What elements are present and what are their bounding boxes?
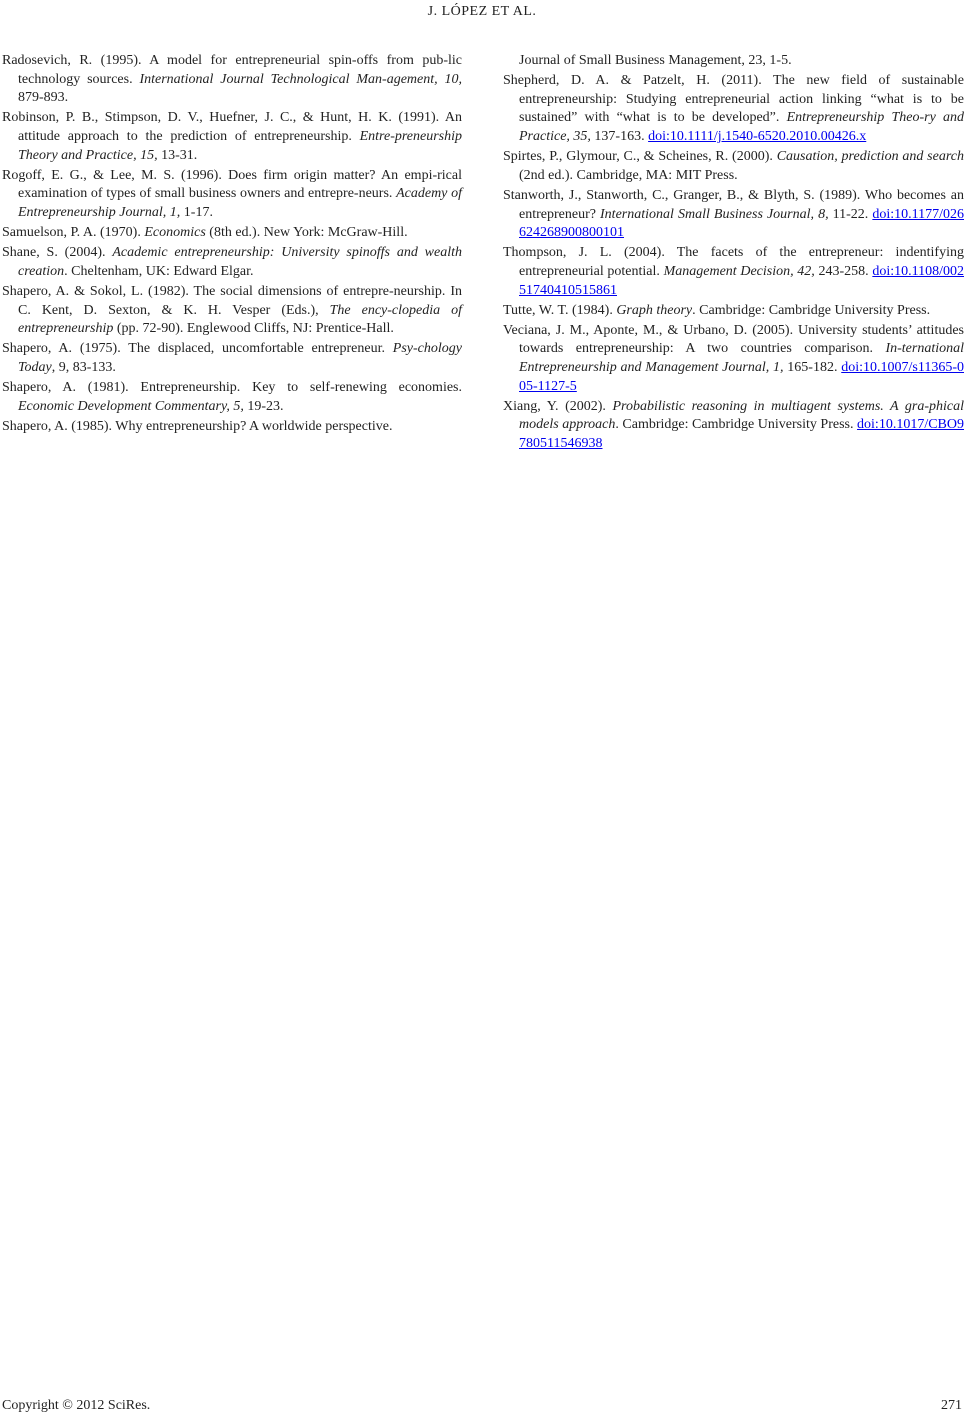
- reference-text: (pp. 72-90). Englewood Cliffs, NJ: Prentice-Hall.: [113, 321, 394, 337]
- reference-text: Spirtes, P., Glymour, C., & Scheines, R. (2000).: [503, 149, 777, 165]
- reference-text: Xiang, Y. (2002).: [503, 398, 613, 414]
- references-right-column: [503, 52, 964, 455]
- reference-italic: Entre-preneurship Theory and Practice, 15,: [18, 128, 462, 163]
- reference-text: Veciana, J. M., Aponte, M., & Urbano, D. (2005). University students’ attitudes towards entrepreneurship: A two countries comparison.: [503, 322, 964, 357]
- reference-text: Rogoff, E. G., & Lee, M. S. (1996). Does firm origin matter? An empi-rical examination of types of small business owners and entrepre-neurs.: [2, 167, 462, 202]
- references-left-column: [2, 52, 462, 438]
- reference-text: 13-31.: [157, 147, 198, 163]
- reference-text: 1-17.: [180, 204, 213, 220]
- reference-text: Samuelson, P. A. (1970).: [2, 225, 145, 241]
- reference-text: 19-23.: [243, 398, 284, 414]
- reference-text: Shane, S. (2004).: [2, 245, 113, 261]
- reference-italic: Journal of Small Business Management, 23,: [519, 53, 766, 68]
- reference-italic: Entrepreneurship Theo-ry and Practice, 35,: [519, 110, 964, 144]
- reference-italic: Psy-chology Today: [18, 341, 462, 376]
- reference-entry: [503, 72, 964, 146]
- reference-entry: [2, 283, 462, 339]
- reference-italic: Probabilistic reasoning in multiagent systems. A gra-phical models approach: [519, 398, 964, 433]
- doi-link[interactable]: doi:10.1108/00251740410515861: [519, 263, 964, 298]
- reference-entry: [2, 109, 462, 165]
- reference-text: (8th ed.). New York: McGraw-Hill.: [205, 225, 408, 241]
- reference-continuation: [503, 52, 964, 71]
- reference-entry: [2, 379, 462, 416]
- reference-entry: [2, 244, 462, 281]
- reference-entry: [503, 148, 964, 185]
- reference-italic: Academy of Entrepreneurship Journal, 1,: [18, 186, 462, 220]
- reference-text: Thompson, J. L. (2004). The facets of the entrepreneur: indentifying entrepreneurial potential.: [503, 245, 964, 279]
- reference-italic: International Journal Technological Man-agement, 10,: [139, 71, 462, 87]
- reference-entry: [2, 418, 462, 437]
- reference-text: 1-5.: [765, 53, 792, 68]
- doi-link[interactable]: doi:10.1017/CBO9780511546938: [519, 417, 964, 452]
- reference-italic: Academic entrepreneurship: University spinoffs and wealth creation: [18, 245, 462, 279]
- doi-link[interactable]: doi:10.1007/s11365-005-1127-5: [519, 360, 964, 394]
- reference-text: Shapero, A. (1985). Why entrepreneurship? A worldwide perspective.: [2, 419, 393, 435]
- reference-italic: Economics: [144, 225, 206, 241]
- reference-text: 137-163.: [590, 128, 649, 144]
- reference-text: (2nd ed.). Cambridge, MA: MIT Press.: [519, 167, 738, 183]
- reference-entry: [2, 52, 462, 108]
- reference-italic: The ency-clopedia of entrepreneurship: [18, 302, 462, 337]
- running-header: J. LÓPEZ ET AL.: [427, 4, 537, 19]
- reference-text: Robinson, P. B., Stimpson, D. V., Huefner, J. C., & Hunt, H. K. (1991). An attitude approach to the prediction of entrepreneurship.: [2, 110, 462, 144]
- reference-text: 165-182.: [783, 360, 842, 376]
- copyright-notice: Copyright © 2012 SciRes.: [2, 1398, 151, 1413]
- reference-text: 879-893.: [18, 90, 69, 106]
- reference-italic: Management Decision, 42,: [663, 263, 815, 279]
- reference-text: Radosevich, R. (1995). A model for entrepreneurial spin-offs from pub-lic technology sources.: [2, 53, 462, 87]
- reference-text: Stanworth, J., Stanworth, C., Granger, B., & Blyth, S. (1989). Who becomes an entrepreneur?: [503, 187, 964, 222]
- reference-entry: [503, 398, 964, 454]
- reference-text: . Cambridge: Cambridge University Press.: [692, 302, 931, 318]
- doi-link[interactable]: doi:10.1111/j.1540-6520.2010.00426.x: [648, 128, 867, 144]
- reference-text: 243-258.: [814, 263, 873, 279]
- reference-text: , 9, 83-133.: [51, 360, 116, 376]
- reference-entry: [503, 322, 964, 396]
- reference-italic: International Small Business Journal, 8,: [600, 206, 829, 222]
- reference-text: Shapero, A. (1975). The displaced, uncomfortable entrepreneur.: [2, 341, 393, 357]
- reference-text: 11-22.: [828, 206, 873, 222]
- reference-entry: [503, 244, 964, 300]
- reference-text: Shapero, A. (1981). Entrepreneurship. Key to self-renewing economies.: [2, 380, 462, 396]
- page-number: 271: [941, 1398, 962, 1413]
- reference-italic: Causation, prediction and search: [776, 149, 964, 165]
- reference-entry: [2, 340, 462, 377]
- reference-entry: [503, 302, 964, 321]
- reference-italic: Economic Development Commentary, 5,: [18, 398, 244, 414]
- reference-italic: Graph theory: [616, 302, 693, 318]
- reference-text: . Cheltenham, UK: Edward Elgar.: [64, 263, 254, 279]
- doi-link[interactable]: doi:10.1177/026624268900800101: [519, 206, 964, 241]
- reference-entry: [2, 167, 462, 223]
- reference-text: Shepherd, D. A. & Patzelt, H. (2011). The new field of sustainable entrepreneurship: Studying entrepreneurial action linking “what is to be sustained” with “what is to be developed”.: [503, 73, 964, 126]
- reference-text: Tutte, W. T. (1984).: [503, 302, 617, 318]
- reference-entry: [503, 187, 964, 243]
- reference-italic: In-ternational Entrepreneurship and Management Journal, 1,: [519, 341, 964, 376]
- reference-entry: [2, 224, 462, 243]
- reference-text: . Cambridge: Cambridge University Press.: [615, 417, 858, 433]
- reference-text: Shapero, A. & Sokol, L. (1982). The social dimensions of entrepre-neurship. In C. Kent, D. Sexton, & K. H. Vesper (Eds.),: [2, 284, 462, 318]
